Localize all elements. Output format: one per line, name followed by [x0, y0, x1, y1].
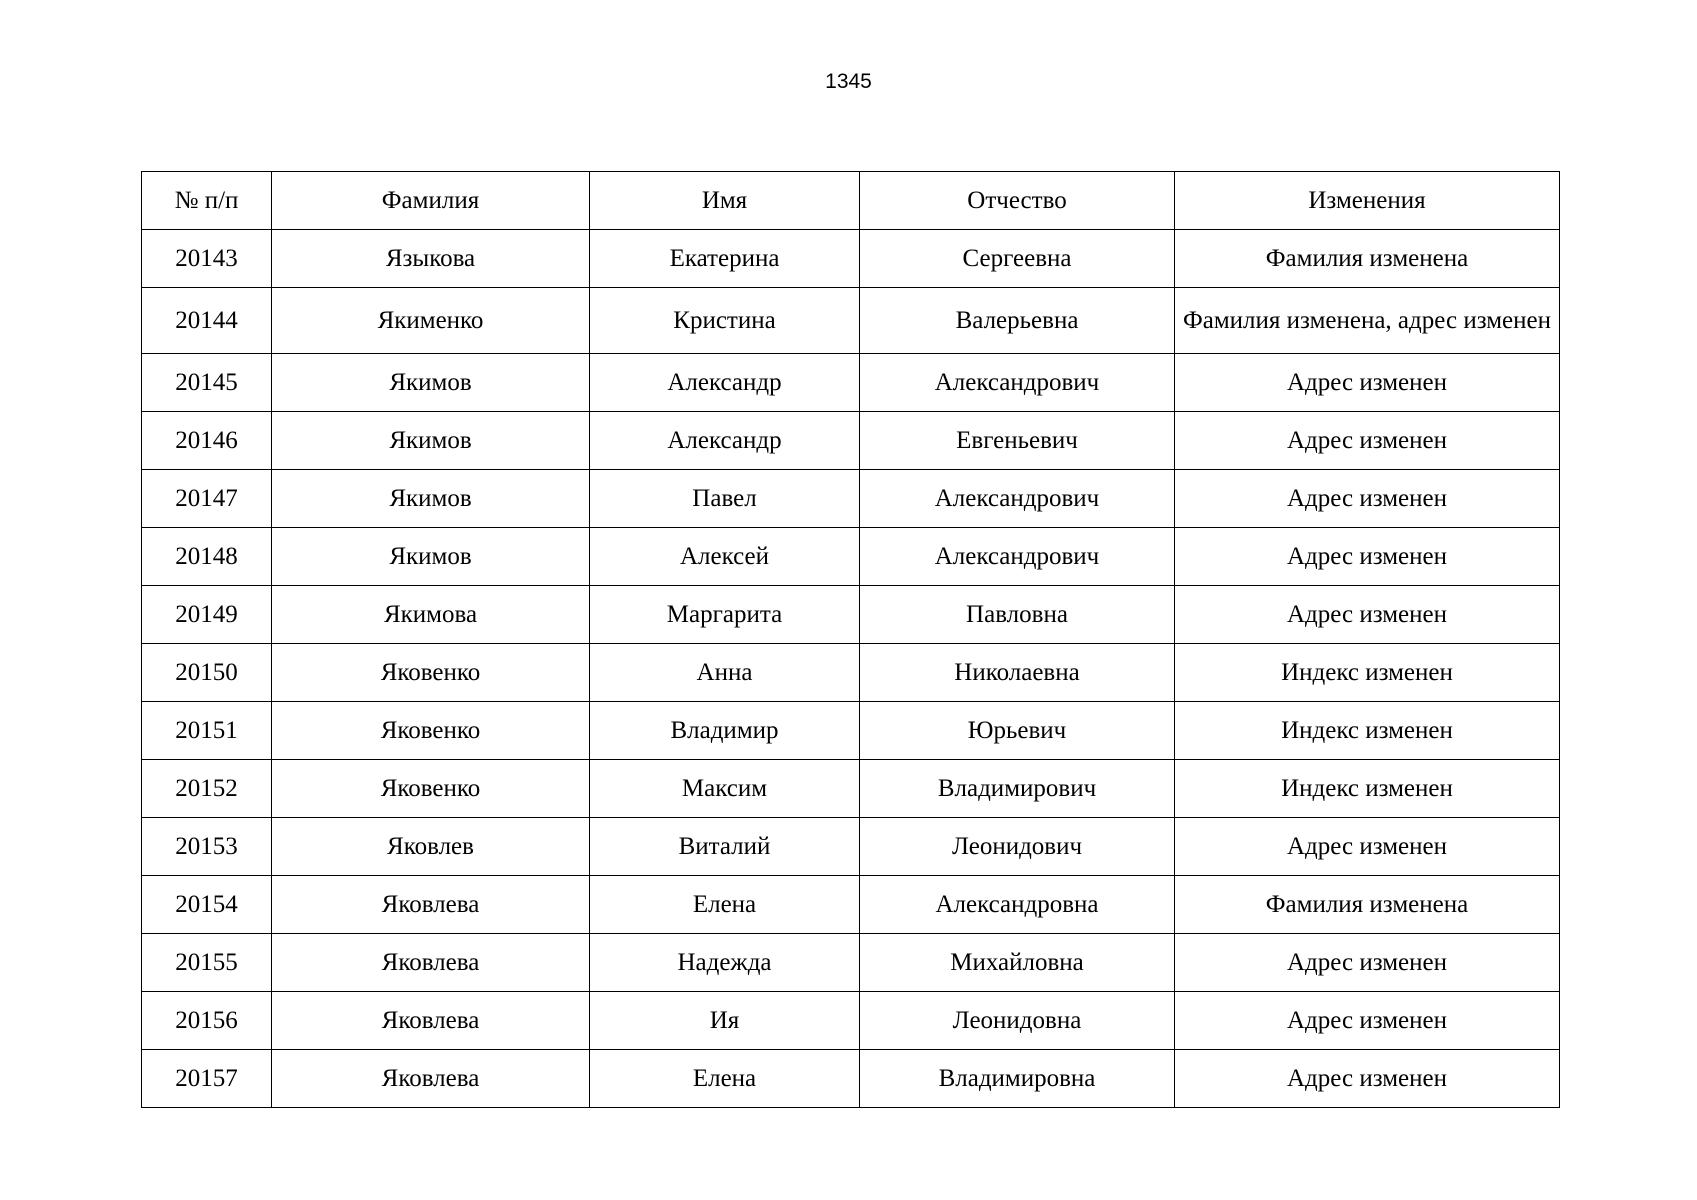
table-header: [142, 172, 1560, 230]
cell-number: 20151: [142, 702, 272, 760]
page-number: 1345: [825, 70, 872, 93]
cell-first-name: Алексей: [590, 528, 860, 586]
cell-first-name: Александр: [590, 354, 860, 412]
cell-number: 20154: [142, 876, 272, 934]
cell-patronymic: Валерьевна: [860, 288, 1175, 354]
header-cell-last-name: Фамилия: [272, 172, 590, 230]
header-row: [142, 172, 1560, 230]
cell-changes: Адрес изменен: [1175, 528, 1560, 586]
cell-number: 20145: [142, 354, 272, 412]
cell-last-name: Якимов: [272, 412, 590, 470]
cell-last-name: Яковенко: [272, 760, 590, 818]
cell-number: 20153: [142, 818, 272, 876]
cell-patronymic: Михайловна: [860, 934, 1175, 992]
cell-number: 20143: [142, 230, 272, 288]
cell-first-name: Маргарита: [590, 586, 860, 644]
cell-patronymic: Леонидовна: [860, 992, 1175, 1050]
cell-last-name: Яковлев: [272, 818, 590, 876]
table-row: [142, 354, 1560, 412]
cell-patronymic: Юрьевич: [860, 702, 1175, 760]
table-row: [142, 876, 1560, 934]
cell-changes: Адрес изменен: [1175, 354, 1560, 412]
cell-changes: Адрес изменен: [1175, 934, 1560, 992]
cell-number: 20157: [142, 1050, 272, 1108]
cell-changes: Фамилия изменена: [1175, 876, 1560, 934]
cell-last-name: Яковенко: [272, 702, 590, 760]
header-cell-changes: Изменения: [1175, 172, 1560, 230]
cell-patronymic: Александровна: [860, 876, 1175, 934]
cell-number: 20152: [142, 760, 272, 818]
cell-number: 20146: [142, 412, 272, 470]
cell-patronymic: Сергеевна: [860, 230, 1175, 288]
cell-number: 20148: [142, 528, 272, 586]
cell-changes: Индекс изменен: [1175, 760, 1560, 818]
table-row: [142, 412, 1560, 470]
cell-changes: Адрес изменен: [1175, 992, 1560, 1050]
cell-last-name: Яковлева: [272, 876, 590, 934]
cell-patronymic: Александрович: [860, 528, 1175, 586]
table-row: [142, 288, 1560, 354]
header-cell-first-name: Имя: [590, 172, 860, 230]
cell-first-name: Кристина: [590, 288, 860, 354]
cell-first-name: Александр: [590, 412, 860, 470]
cell-first-name: Павел: [590, 470, 860, 528]
cell-number: 20155: [142, 934, 272, 992]
cell-first-name: Надежда: [590, 934, 860, 992]
cell-changes: Фамилия изменена: [1175, 230, 1560, 288]
cell-last-name: Якимов: [272, 470, 590, 528]
cell-changes: Адрес изменен: [1175, 470, 1560, 528]
cell-last-name: Яковенко: [272, 644, 590, 702]
cell-last-name: Яковлева: [272, 1050, 590, 1108]
cell-first-name: Максим: [590, 760, 860, 818]
header-cell-number: № п/п: [142, 172, 272, 230]
cell-patronymic: Леонидович: [860, 818, 1175, 876]
cell-first-name: Владимир: [590, 702, 860, 760]
cell-first-name: Екатерина: [590, 230, 860, 288]
cell-number: 20150: [142, 644, 272, 702]
cell-last-name: Языкова: [272, 230, 590, 288]
table-row: [142, 230, 1560, 288]
table-row: [142, 818, 1560, 876]
cell-first-name: Виталий: [590, 818, 860, 876]
cell-patronymic: Владимировна: [860, 1050, 1175, 1108]
table-row: [142, 934, 1560, 992]
cell-patronymic: Владимирович: [860, 760, 1175, 818]
table-row: [142, 470, 1560, 528]
cell-number: 20156: [142, 992, 272, 1050]
table-row: [142, 586, 1560, 644]
cell-number: 20147: [142, 470, 272, 528]
cell-last-name: Яковлева: [272, 934, 590, 992]
table-row: [142, 644, 1560, 702]
cell-last-name: Якимова: [272, 586, 590, 644]
cell-patronymic: Николаевна: [860, 644, 1175, 702]
table-row: [142, 702, 1560, 760]
cell-changes: Адрес изменен: [1175, 818, 1560, 876]
cell-number: 20144: [142, 288, 272, 354]
cell-first-name: Елена: [590, 1050, 860, 1108]
cell-changes: Фамилия изменена, адрес изменен: [1175, 288, 1560, 354]
header-cell-patronymic: Отчество: [860, 172, 1175, 230]
cell-last-name: Якимов: [272, 528, 590, 586]
cell-first-name: Елена: [590, 876, 860, 934]
cell-changes: Индекс изменен: [1175, 644, 1560, 702]
cell-changes: Адрес изменен: [1175, 1050, 1560, 1108]
cell-first-name: Анна: [590, 644, 860, 702]
table-row: [142, 1050, 1560, 1108]
cell-patronymic: Павловна: [860, 586, 1175, 644]
table-row: [142, 760, 1560, 818]
table-body: [142, 230, 1560, 1108]
cell-changes: Индекс изменен: [1175, 702, 1560, 760]
table-row: [142, 992, 1560, 1050]
cell-first-name: Ия: [590, 992, 860, 1050]
cell-changes: Адрес изменен: [1175, 586, 1560, 644]
table-row: [142, 528, 1560, 586]
cell-number: 20149: [142, 586, 272, 644]
cell-last-name: Яковлева: [272, 992, 590, 1050]
cell-patronymic: Александрович: [860, 470, 1175, 528]
cell-last-name: Якимов: [272, 354, 590, 412]
cell-patronymic: Александрович: [860, 354, 1175, 412]
cell-patronymic: Евгеньевич: [860, 412, 1175, 470]
cell-changes: Адрес изменен: [1175, 412, 1560, 470]
registry-table: [141, 171, 1560, 1108]
cell-last-name: Якименко: [272, 288, 590, 354]
